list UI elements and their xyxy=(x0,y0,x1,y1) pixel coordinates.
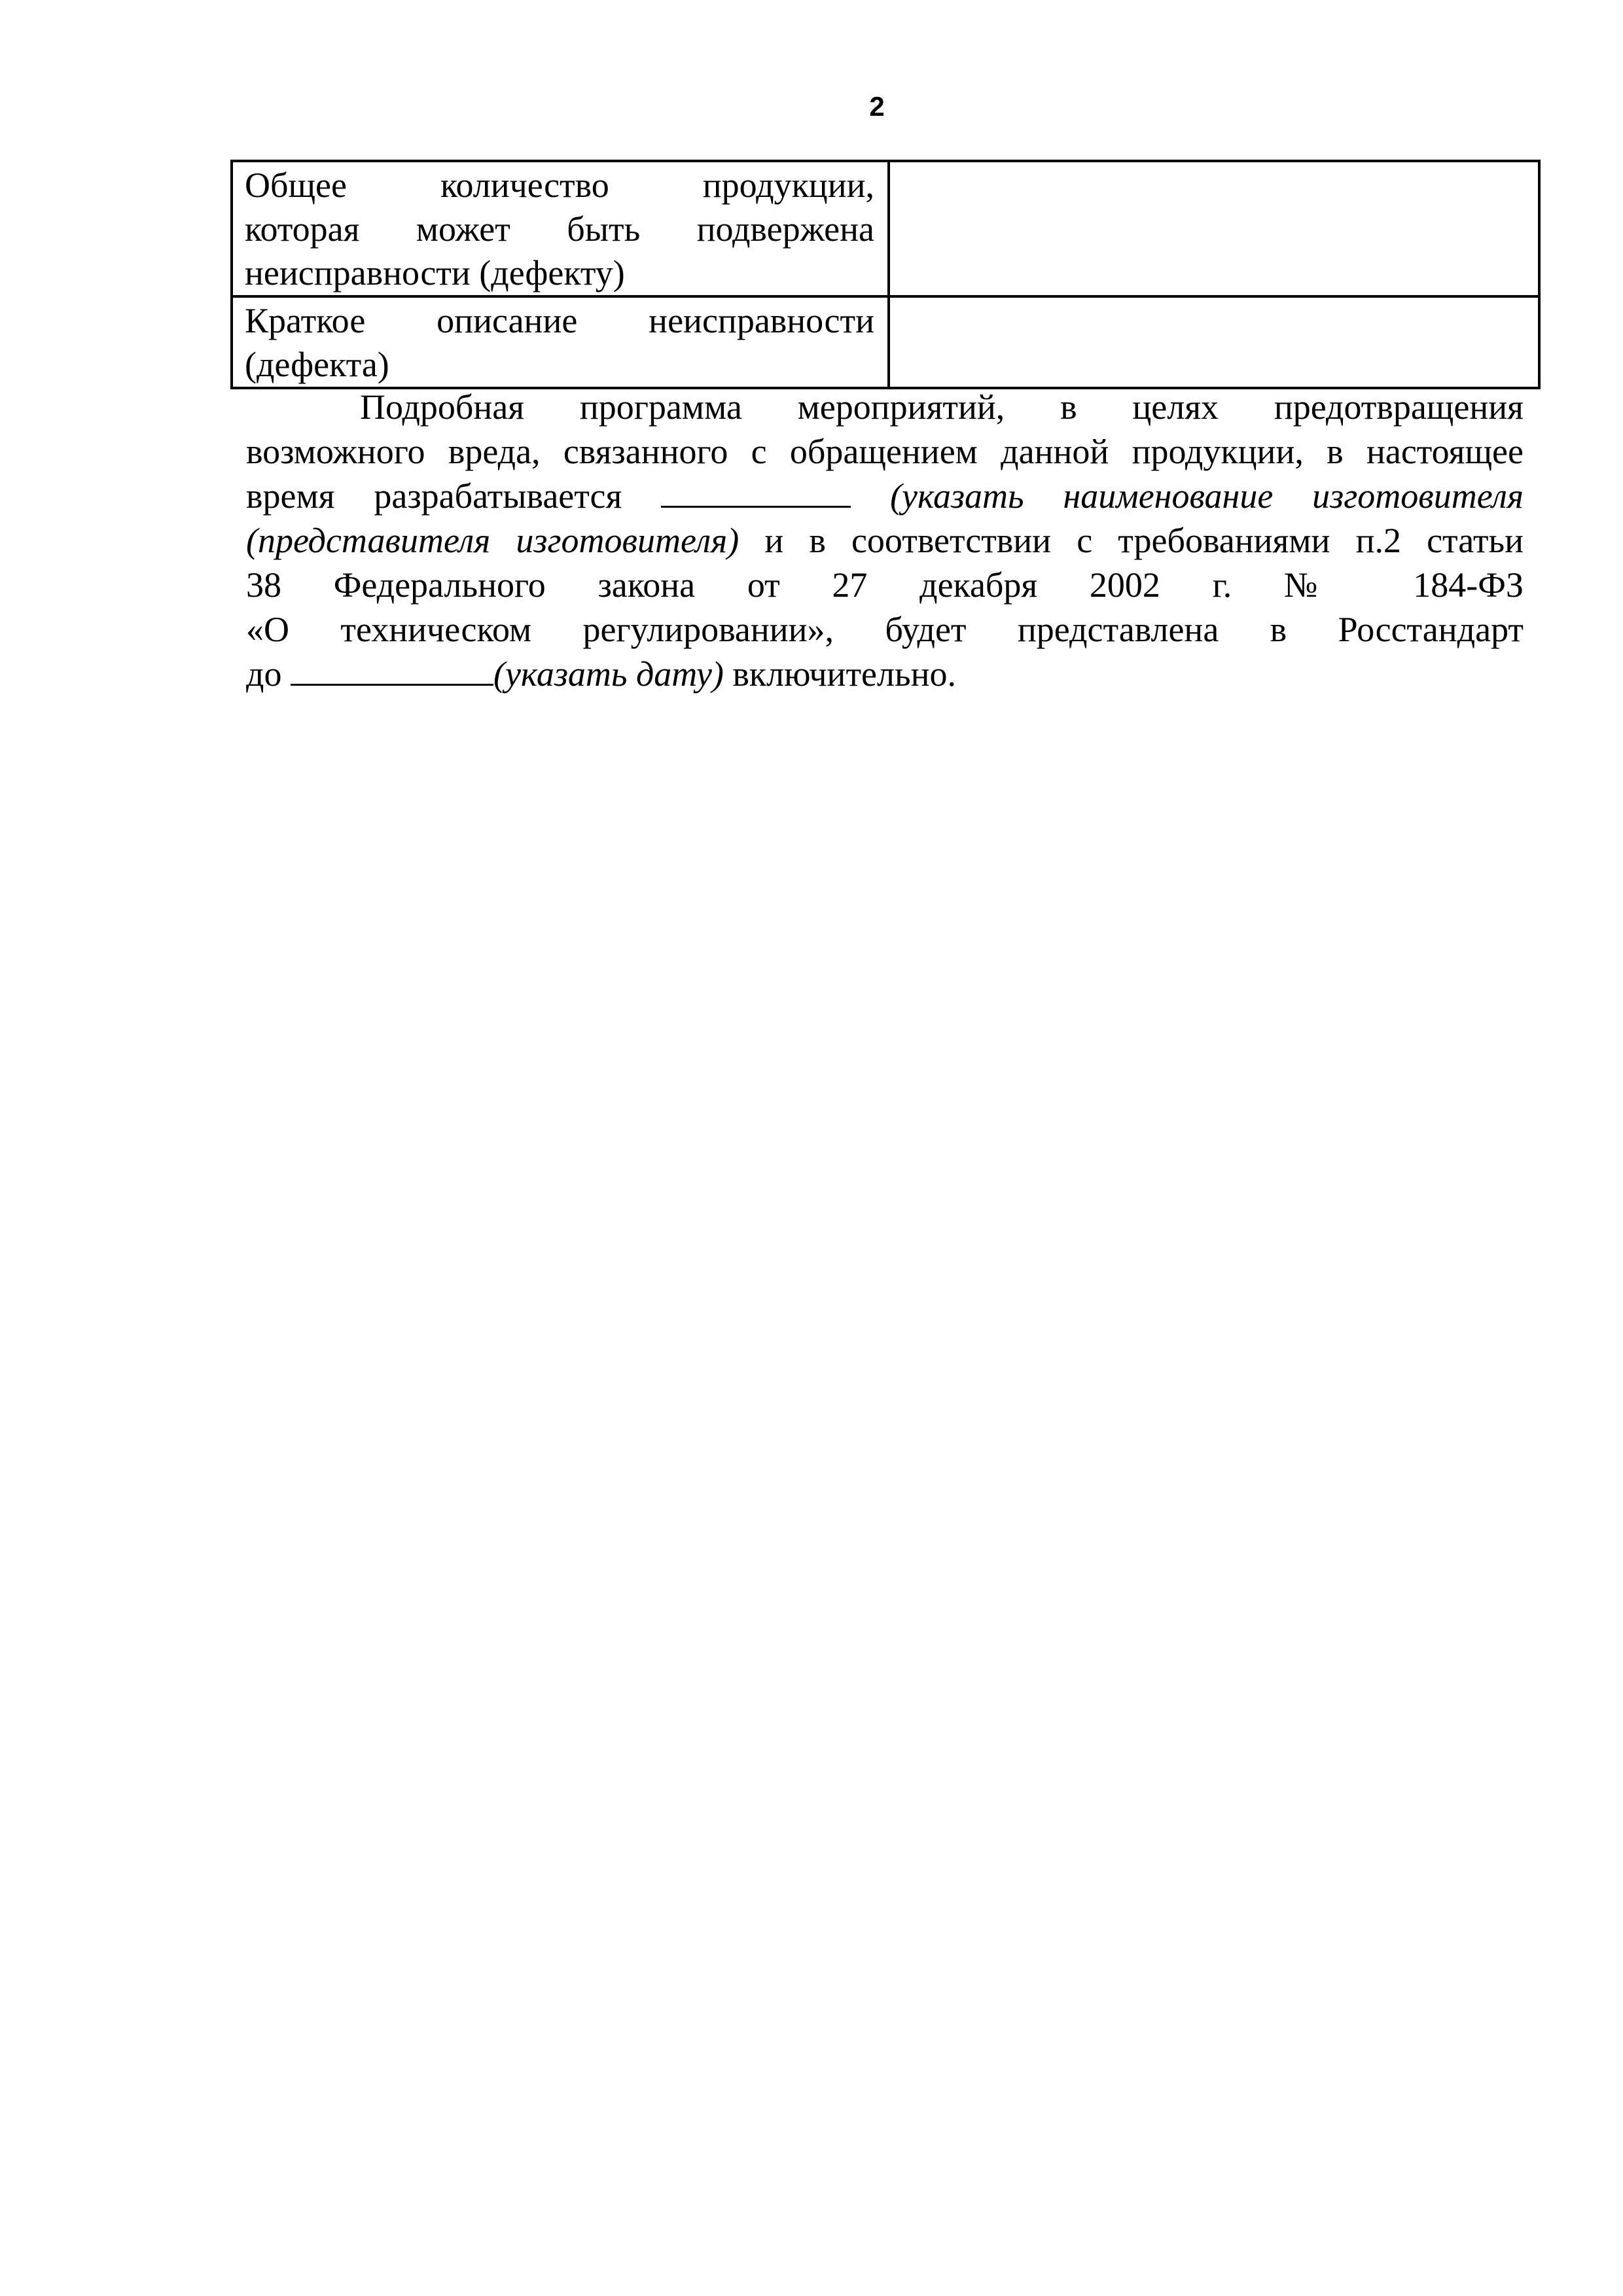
label-cell-defect-description xyxy=(232,296,889,388)
paragraph-line xyxy=(246,652,1524,696)
manufacturer-name-hint: (указать наименование изготовителя xyxy=(890,476,1524,516)
manufacturer-representative-hint: (представителя изготовителя) xyxy=(246,521,740,560)
label-line: (дефекта) xyxy=(245,345,389,384)
paragraph-text: и в соответствии с требованиями п.2 статьи xyxy=(764,521,1524,560)
paragraph-line: возможного вреда, связанного с обращением данной продукции, в настоящее xyxy=(246,432,1524,471)
label-cell-product-quantity xyxy=(232,161,889,296)
paragraph-line: «О техническом регулировании», будет представлена в Росстандарт xyxy=(246,610,1524,649)
label-line: неисправности (дефекту) xyxy=(245,253,625,292)
table-row xyxy=(232,161,1539,296)
manufacturer-name-blank[interactable] xyxy=(661,477,851,508)
date-hint: (указать дату) xyxy=(493,654,724,694)
page-number: 2 xyxy=(869,91,885,122)
product-defect-table xyxy=(230,160,1541,389)
paragraph-text: включительно. xyxy=(732,654,956,694)
paragraph-line: Подробная программа мероприятий, в целях предотвращения xyxy=(360,387,1524,427)
value-cell-product-quantity[interactable] xyxy=(889,161,1539,296)
date-blank[interactable] xyxy=(291,655,493,686)
body-paragraph xyxy=(246,385,1524,696)
paragraph-line xyxy=(246,518,1524,563)
paragraph-line xyxy=(246,474,1524,518)
paragraph-text: до xyxy=(246,654,282,694)
label-line: Краткое описание неисправности xyxy=(245,301,874,340)
label-line: Общее количество продукции, xyxy=(245,166,874,205)
label-line: которая может быть подвержена xyxy=(245,209,874,249)
paragraph-text: время разрабатывается xyxy=(246,476,622,516)
table-row xyxy=(232,296,1539,388)
value-cell-defect-description[interactable] xyxy=(889,296,1539,388)
paragraph-line: 38 Федерального закона от 27 декабря 2002 г. № 184-ФЗ xyxy=(246,565,1524,605)
